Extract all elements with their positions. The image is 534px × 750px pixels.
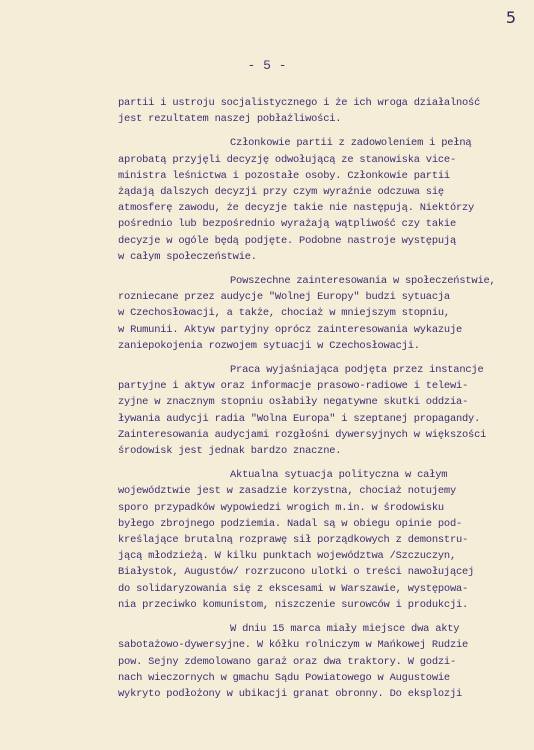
text-line xyxy=(118,467,518,483)
text-line xyxy=(118,411,518,427)
line-text: aprobatą przyjęli decyzję odwołującą ze stanowiska vice- xyxy=(118,153,456,166)
line-text: Członkowie partii z zadowoleniem i pełną xyxy=(230,137,472,150)
line-text: Praca wyjaśniająca podjęta przez instancje xyxy=(230,364,484,377)
line-text: Aktualna sytuacja polityczna w całym xyxy=(230,469,448,482)
paragraph xyxy=(118,621,518,702)
text-line xyxy=(118,532,518,548)
line-text: pow. Sejny zdemolowano garaż oraz dwa traktory. W godzi- xyxy=(118,655,456,668)
text-line xyxy=(118,637,518,653)
line-text: nach wieczornych w gmachu Sądu Powiatowego w Augustowie xyxy=(118,671,450,684)
line-text: w całym społeczeństwie. xyxy=(118,250,257,263)
line-text: wykryto podłożony w ubikacji granat obronny. Do eksplozji xyxy=(118,687,463,700)
line-text: partii i ustroju socjalistycznego i że ich wroga działalność xyxy=(118,97,481,109)
text-line xyxy=(118,249,518,265)
paragraph xyxy=(118,362,518,459)
text-line xyxy=(118,200,518,216)
text-line xyxy=(118,443,518,459)
line-text: sporo przypadków wypowiedzi wrogich m.in. w środowisku xyxy=(118,501,444,514)
line-text: partyjne i aktyw oraz informacje prasowo-radiowe i telewi- xyxy=(118,380,469,393)
line-text: jącą młodzieżą. W kilku punktach województwa /Szczuczyn, xyxy=(118,550,456,563)
line-text: jest rezultatem naszej pobłażliwości. xyxy=(118,113,342,126)
line-text: pośrednio lub bezpośrednio wyrażają wątpliwość czy takie xyxy=(118,218,456,231)
text-line xyxy=(118,273,518,289)
line-text: zyjne w znacznym stopniu osłabiły negatywne skutki oddzia- xyxy=(118,396,469,409)
line-text: W dniu 15 marca miały miejsce dwa akty xyxy=(230,623,460,636)
text-line xyxy=(118,548,518,564)
paragraph xyxy=(118,467,518,613)
text-line xyxy=(118,621,518,637)
line-text: do solidaryzowania się z ekscesami w Warszawie, występowa- xyxy=(118,582,469,595)
line-text: Zainteresowania audycjami rozgłośni dywersyjnych w większości xyxy=(118,428,487,441)
page-number: - 5 - xyxy=(247,58,287,73)
text-line xyxy=(118,135,518,151)
line-text: byłego zbrojnego podziemia. Nadal są w obiegu opinie pod- xyxy=(118,517,463,530)
text-line xyxy=(118,233,518,249)
text-line xyxy=(118,516,518,532)
text-line xyxy=(118,483,518,499)
paragraph xyxy=(118,273,518,354)
text-line xyxy=(118,670,518,686)
line-text: atmosferę zawodu, że decyzje takie nie następują. Niektórzy xyxy=(118,202,475,215)
line-text: kreślające brutalną rozprawę sił porządkowych z demonstru- xyxy=(118,534,469,547)
document-body xyxy=(118,95,518,702)
line-text: zaniepokojenia rozwojem sytuacji w Czechosłowacji. xyxy=(118,339,420,352)
line-text: rozniecane przez audycje "Wolnej Europy" budzi sytuacja xyxy=(118,291,450,304)
text-line xyxy=(118,362,518,378)
corner-page-number: 5 xyxy=(505,8,516,27)
text-line xyxy=(118,184,518,200)
text-line xyxy=(118,168,518,184)
line-text: sabotażowo-dywersyjne. W kółku rolniczym w Mańkowej Rudzie xyxy=(118,639,469,652)
paragraph xyxy=(118,135,518,265)
line-text: nia przeciwko komunistom, niszczenie surowców i produkcji. xyxy=(118,598,469,611)
text-line xyxy=(118,95,518,111)
text-line xyxy=(118,500,518,516)
line-text: Powszechne zainteresowania w społeczeństwie, xyxy=(230,275,496,288)
line-text: Białystok, Augustów/ rozrzucono ulotki o treści nawołującej xyxy=(118,566,475,579)
text-line xyxy=(118,654,518,670)
text-line xyxy=(118,322,518,338)
text-line xyxy=(118,305,518,321)
line-text: żądają dalszych decyzji przy czym wyraźnie odczuwa się xyxy=(118,186,444,199)
text-line xyxy=(118,394,518,410)
text-line xyxy=(118,111,518,127)
paragraph xyxy=(118,95,518,127)
text-line xyxy=(118,378,518,394)
line-text: środowisk jest jednak bardzo znaczne. xyxy=(118,445,342,458)
text-line xyxy=(118,564,518,580)
line-text: ływania audycji radia "Wolna Europa" i szeptanej propagandy. xyxy=(118,412,481,425)
text-line xyxy=(118,152,518,168)
text-line xyxy=(118,581,518,597)
text-line xyxy=(118,216,518,232)
line-text: ministra leśnictwa i pozostałe osoby. Członkowie partii xyxy=(118,169,450,182)
line-text: w Czechosłowacji, a także, chociaż w mniejszym stopniu, xyxy=(118,307,450,320)
line-text: w Rumunii. Aktyw partyjny oprócz zainteresowania wykazuje xyxy=(118,323,463,336)
text-line xyxy=(118,289,518,305)
line-text: decyzje w ogóle będą podjęte. Podobne nastroje występują xyxy=(118,234,456,247)
text-line xyxy=(118,686,518,702)
text-line xyxy=(118,427,518,443)
text-line xyxy=(118,597,518,613)
text-line xyxy=(118,338,518,354)
line-text: województwie jest w zasadzie korzystna, chociaż notujemy xyxy=(118,485,456,498)
